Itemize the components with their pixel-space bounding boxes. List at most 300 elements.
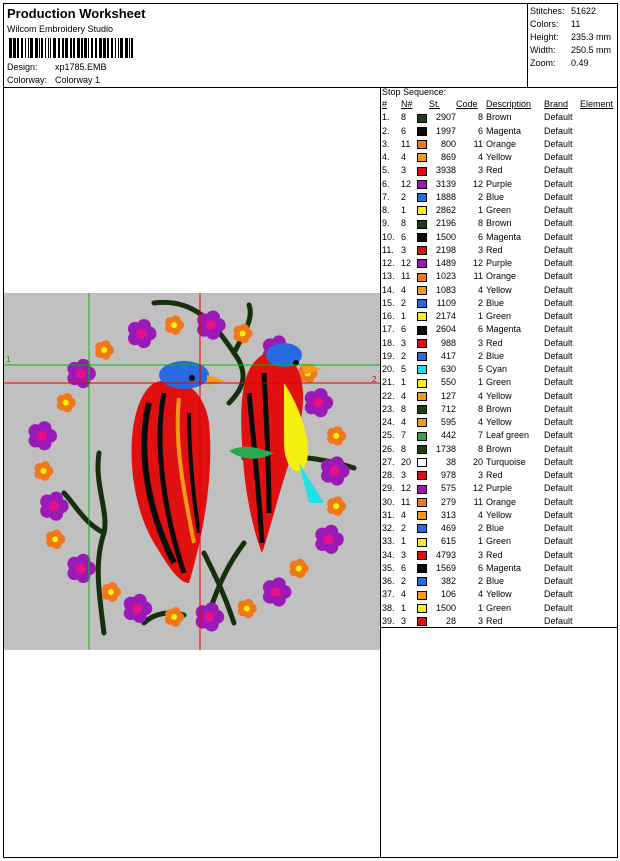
row-swatch	[417, 390, 429, 403]
row-swatch	[417, 549, 429, 562]
color-swatch	[417, 193, 427, 202]
sequence-row	[382, 323, 616, 336]
sequence-row	[382, 376, 616, 389]
row-stitches: 550	[440, 377, 456, 388]
row-element	[580, 125, 616, 138]
sequence-row	[382, 297, 616, 310]
row-index: 39.	[382, 615, 395, 626]
sequence-row	[382, 350, 616, 363]
barcode-bar	[30, 38, 33, 58]
color-swatch	[417, 379, 427, 388]
color-swatch	[417, 365, 427, 374]
color-swatch	[417, 485, 427, 494]
row-description: Magenta	[486, 324, 522, 335]
sequence-header-row	[382, 98, 616, 111]
sequence-row	[382, 270, 616, 283]
row-index: 26.	[382, 443, 395, 454]
row-element	[580, 111, 616, 124]
col-brand: Brand	[544, 99, 569, 110]
row-element	[580, 429, 616, 442]
row-needle: 4	[401, 152, 407, 163]
row-stitches: 595	[440, 417, 456, 428]
row-needle: 6	[401, 562, 407, 573]
row-swatch	[417, 257, 429, 270]
color-swatch	[417, 392, 427, 401]
row-element	[580, 350, 616, 363]
row-description: Red	[486, 615, 503, 626]
row-index: 12.	[382, 258, 395, 269]
row-stitches: 2862	[435, 205, 456, 216]
barcode-bar	[39, 38, 40, 58]
row-description: Orange	[486, 496, 517, 507]
row-code: 6	[477, 125, 483, 136]
row-swatch	[417, 535, 429, 548]
row-needle: 1	[401, 205, 407, 216]
row-description: Orange	[486, 271, 517, 282]
color-swatch	[417, 577, 427, 586]
row-index: 16.	[382, 311, 395, 322]
barcode-bar	[88, 38, 89, 58]
row-brand: Default	[544, 509, 573, 520]
row-description: Blue	[486, 191, 505, 202]
row-brand: Default	[544, 178, 573, 189]
row-swatch	[417, 151, 429, 164]
row-swatch	[417, 562, 429, 575]
row-needle: 11	[401, 138, 411, 149]
row-code: 6	[477, 324, 483, 335]
row-element	[580, 323, 616, 336]
row-code: 2	[477, 191, 483, 202]
row-stitches: 313	[440, 509, 456, 520]
row-element	[580, 496, 616, 509]
row-code: 8	[477, 112, 483, 123]
row-element	[580, 151, 616, 164]
row-brand: Default	[544, 284, 573, 295]
row-swatch	[417, 178, 429, 191]
header-info	[4, 4, 524, 88]
row-brand: Default	[544, 218, 573, 229]
row-code: 12	[472, 178, 483, 189]
row-description: Purple	[486, 178, 513, 189]
row-stitches: 869	[440, 152, 456, 163]
row-stitches: 712	[440, 403, 456, 414]
color-swatch	[417, 511, 427, 520]
col-st: St.	[429, 99, 441, 110]
row-code: 8	[477, 443, 483, 454]
row-brand: Default	[544, 297, 573, 308]
row-stitches: 3938	[435, 165, 456, 176]
row-swatch	[417, 615, 429, 628]
row-index: 9.	[382, 218, 390, 229]
row-swatch	[417, 323, 429, 336]
row-stitches: 417	[440, 350, 456, 361]
barcode-bar	[21, 38, 23, 58]
row-description: Green	[486, 377, 512, 388]
color-swatch	[417, 286, 427, 295]
color-swatch	[417, 127, 427, 136]
sequence-row	[382, 257, 616, 270]
barcode	[9, 38, 137, 58]
row-description: Green	[486, 311, 512, 322]
color-swatch	[417, 339, 427, 348]
row-stitches: 1489	[435, 258, 456, 269]
row-element	[580, 363, 616, 376]
row-code: 3	[477, 470, 483, 481]
barcode-bar	[125, 38, 128, 58]
row-brand: Default	[544, 125, 573, 136]
row-description: Purple	[486, 483, 513, 494]
barcode-bar	[65, 38, 68, 58]
color-swatch	[417, 604, 427, 613]
row-stitches: 382	[440, 576, 456, 587]
sequence-row	[382, 496, 616, 509]
row-element	[580, 244, 616, 257]
row-index: 20.	[382, 364, 395, 375]
row-description: Magenta	[486, 562, 522, 573]
row-needle: 6	[401, 231, 407, 242]
row-stitches: 1997	[435, 125, 456, 136]
row-element	[580, 164, 616, 177]
row-brand: Default	[544, 231, 573, 242]
row-swatch	[417, 297, 429, 310]
row-index: 21.	[382, 377, 395, 388]
color-swatch	[417, 432, 427, 441]
sequence-row	[382, 111, 616, 124]
row-index: 27.	[382, 456, 395, 467]
row-code: 3	[477, 165, 483, 176]
row-brand: Default	[544, 138, 573, 149]
sequence-row	[382, 615, 616, 628]
marker-1: 1	[6, 355, 11, 364]
row-needle: 1	[401, 311, 407, 322]
row-description: Red	[486, 470, 503, 481]
row-needle: 4	[401, 589, 407, 600]
row-code: 3	[477, 337, 483, 348]
page-title: Production Worksheet	[7, 6, 146, 21]
row-element	[580, 191, 616, 204]
design-label: Design:	[7, 62, 38, 72]
color-swatch	[417, 418, 427, 427]
row-swatch	[417, 429, 429, 442]
row-index: 11.	[382, 244, 394, 255]
row-index: 6.	[382, 178, 390, 189]
barcode-bar	[115, 38, 116, 58]
row-element	[580, 337, 616, 350]
barcode-bar	[111, 38, 113, 58]
row-index: 38.	[382, 602, 395, 613]
color-swatch	[417, 246, 427, 255]
row-code: 4	[477, 390, 483, 401]
row-swatch	[417, 522, 429, 535]
sequence-row	[382, 429, 616, 442]
row-element	[580, 575, 616, 588]
row-index: 4.	[382, 152, 390, 163]
stat-zoom: Zoom: 0.49	[530, 58, 589, 68]
barcode-bar	[13, 38, 16, 58]
row-needle: 8	[401, 112, 407, 123]
sequence-row	[382, 151, 616, 164]
row-code: 11	[473, 138, 483, 149]
row-stitches: 106	[440, 589, 456, 600]
row-needle: 2	[401, 523, 407, 534]
row-index: 17.	[382, 324, 395, 335]
row-description: Red	[486, 244, 503, 255]
row-swatch	[417, 496, 429, 509]
barcode-bar	[95, 38, 97, 58]
row-brand: Default	[544, 271, 573, 282]
sequence-row	[382, 588, 616, 601]
barcode-bar	[118, 38, 119, 58]
row-swatch	[417, 602, 429, 615]
color-swatch	[417, 206, 427, 215]
row-description: Yellow	[486, 589, 512, 600]
row-needle: 1	[401, 602, 407, 613]
row-description: Yellow	[486, 509, 512, 520]
row-description: Red	[486, 549, 503, 560]
row-index: 5.	[382, 165, 390, 176]
row-index: 35.	[382, 562, 395, 573]
row-stitches: 1738	[435, 443, 456, 454]
row-index: 34.	[382, 549, 395, 560]
barcode-bar	[35, 38, 38, 58]
row-needle: 3	[401, 337, 407, 348]
row-brand: Default	[544, 337, 573, 348]
row-swatch	[417, 231, 429, 244]
row-stitches: 2196	[435, 218, 456, 229]
row-needle: 6	[401, 324, 407, 335]
sequence-row	[382, 178, 616, 191]
row-element	[580, 588, 616, 601]
row-swatch	[417, 125, 429, 138]
row-element	[580, 549, 616, 562]
row-swatch	[417, 588, 429, 601]
row-stitches: 978	[440, 470, 456, 481]
row-index: 28.	[382, 470, 395, 481]
color-swatch	[417, 617, 427, 626]
col-desc: Description	[486, 99, 532, 110]
row-needle: 11	[401, 496, 411, 507]
row-swatch	[417, 575, 429, 588]
header-divider	[527, 3, 528, 87]
row-description: Brown	[486, 112, 512, 123]
row-swatch	[417, 310, 429, 323]
row-needle: 1	[401, 536, 407, 547]
row-code: 2	[477, 523, 483, 534]
color-swatch	[417, 259, 427, 268]
row-element	[580, 297, 616, 310]
sequence-row	[382, 390, 616, 403]
row-needle: 4	[401, 509, 407, 520]
row-stitches: 4793	[435, 549, 456, 560]
row-brand: Default	[544, 562, 573, 573]
stat-width: Width: 250.5 mm	[530, 45, 612, 55]
row-swatch	[417, 270, 429, 283]
row-brand: Default	[544, 523, 573, 534]
sequence-row	[382, 204, 616, 217]
sequence-caption: Stop Sequence:	[382, 87, 447, 97]
row-stitches: 1109	[436, 297, 456, 308]
design-row	[7, 62, 107, 72]
row-code: 7	[477, 430, 483, 441]
row-swatch	[417, 244, 429, 257]
row-code: 2	[477, 297, 483, 308]
row-index: 14.	[382, 284, 395, 295]
marker-2: 2	[372, 375, 377, 384]
row-swatch	[417, 482, 429, 495]
color-swatch	[417, 273, 427, 282]
row-code: 4	[477, 284, 483, 295]
color-swatch	[417, 167, 427, 176]
row-code: 5	[477, 364, 483, 375]
row-code: 3	[477, 244, 483, 255]
row-description: Blue	[486, 576, 505, 587]
row-description: Magenta	[486, 231, 522, 242]
row-brand: Default	[544, 324, 573, 335]
row-needle: 12	[401, 178, 412, 189]
design-preview	[4, 293, 380, 650]
row-stitches: 1023	[435, 271, 456, 282]
row-stitches: 127	[440, 390, 456, 401]
row-stitches: 1083	[435, 284, 456, 295]
color-swatch	[417, 524, 427, 533]
row-swatch	[417, 164, 429, 177]
color-swatch	[417, 326, 427, 335]
row-element	[580, 469, 616, 482]
row-stitches: 442	[440, 430, 456, 441]
row-swatch	[417, 416, 429, 429]
row-stitches: 1888	[435, 191, 456, 202]
barcode-bar	[77, 38, 80, 58]
row-stitches: 2604	[435, 324, 456, 335]
row-swatch	[417, 509, 429, 522]
row-swatch	[417, 443, 429, 456]
row-code: 3	[477, 549, 483, 560]
row-code: 2	[477, 576, 483, 587]
barcode-bar	[17, 38, 19, 58]
row-description: Cyan	[486, 364, 508, 375]
color-swatch	[417, 180, 427, 189]
sequence-row	[382, 403, 616, 416]
stat-colors: Colors: 11	[530, 19, 581, 29]
row-element	[580, 535, 616, 548]
row-swatch	[417, 284, 429, 297]
row-code: 11	[473, 496, 483, 507]
row-swatch	[417, 191, 429, 204]
row-needle: 3	[401, 549, 407, 560]
sequence-row	[382, 138, 616, 151]
row-element	[580, 602, 616, 615]
row-code: 4	[477, 509, 483, 520]
row-stitches: 2174	[435, 311, 456, 322]
row-swatch	[417, 403, 429, 416]
row-stitches: 1569	[435, 562, 456, 573]
row-index: 30.	[382, 496, 395, 507]
row-needle: 20	[401, 456, 412, 467]
row-code: 12	[472, 258, 483, 269]
barcode-bar	[84, 38, 87, 58]
barcode-bar	[70, 38, 72, 58]
row-stitches: 800	[440, 138, 456, 149]
row-brand: Default	[544, 615, 573, 626]
colorway-value: Colorway 1	[55, 75, 101, 85]
col-element: Element	[580, 99, 614, 110]
row-index: 18.	[382, 337, 395, 348]
row-index: 32.	[382, 523, 395, 534]
sequence-row	[382, 549, 616, 562]
row-index: 36.	[382, 576, 395, 587]
row-needle: 8	[401, 403, 407, 414]
row-description: Yellow	[486, 284, 512, 295]
sequence-row	[382, 482, 616, 495]
row-description: Green	[486, 536, 512, 547]
color-swatch	[417, 153, 427, 162]
row-description: Orange	[486, 138, 517, 149]
row-needle: 3	[401, 615, 407, 626]
barcode-bar	[131, 38, 133, 58]
color-swatch	[417, 405, 427, 414]
color-swatch	[417, 299, 427, 308]
row-stitches: 630	[440, 364, 456, 375]
row-description: Blue	[486, 523, 505, 534]
row-code: 4	[477, 589, 483, 600]
row-stitches: 469	[440, 523, 456, 534]
row-element	[580, 562, 616, 575]
col-swatch	[417, 98, 429, 111]
barcode-bar	[41, 38, 43, 58]
row-brand: Default	[544, 430, 573, 441]
row-element	[580, 257, 616, 270]
row-description: Blue	[486, 297, 505, 308]
sequence-row	[382, 310, 616, 323]
row-stitches: 38	[445, 456, 456, 467]
row-brand: Default	[544, 602, 573, 613]
row-element	[580, 416, 616, 429]
row-swatch	[417, 350, 429, 363]
row-swatch	[417, 204, 429, 217]
col-num: #	[382, 99, 388, 110]
barcode-bar	[120, 38, 123, 58]
row-stitches: 3139	[435, 178, 456, 189]
row-needle: 4	[401, 284, 407, 295]
color-swatch	[417, 498, 427, 507]
row-brand: Default	[544, 377, 573, 388]
row-element	[580, 310, 616, 323]
row-code: 2	[477, 350, 483, 361]
row-index: 3.	[382, 138, 390, 149]
barcode-bar	[48, 38, 49, 58]
row-element	[580, 615, 616, 628]
row-element	[580, 270, 616, 283]
row-index: 15.	[382, 297, 395, 308]
row-element	[580, 443, 616, 456]
sequence-row	[382, 522, 616, 535]
row-brand: Default	[544, 390, 573, 401]
barcode-bar	[53, 38, 56, 58]
barcode-bar	[129, 38, 130, 58]
row-needle: 12	[401, 483, 412, 494]
sequence-row	[382, 602, 616, 615]
row-swatch	[417, 376, 429, 389]
color-swatch	[417, 312, 427, 321]
row-index: 7.	[382, 191, 390, 202]
row-brand: Default	[544, 364, 573, 375]
row-index: 25.	[382, 430, 395, 441]
barcode-bar	[50, 38, 51, 58]
sequence-row	[382, 509, 616, 522]
barcode-bar	[107, 38, 109, 58]
row-description: Green	[486, 205, 512, 216]
row-needle: 4	[401, 417, 407, 428]
